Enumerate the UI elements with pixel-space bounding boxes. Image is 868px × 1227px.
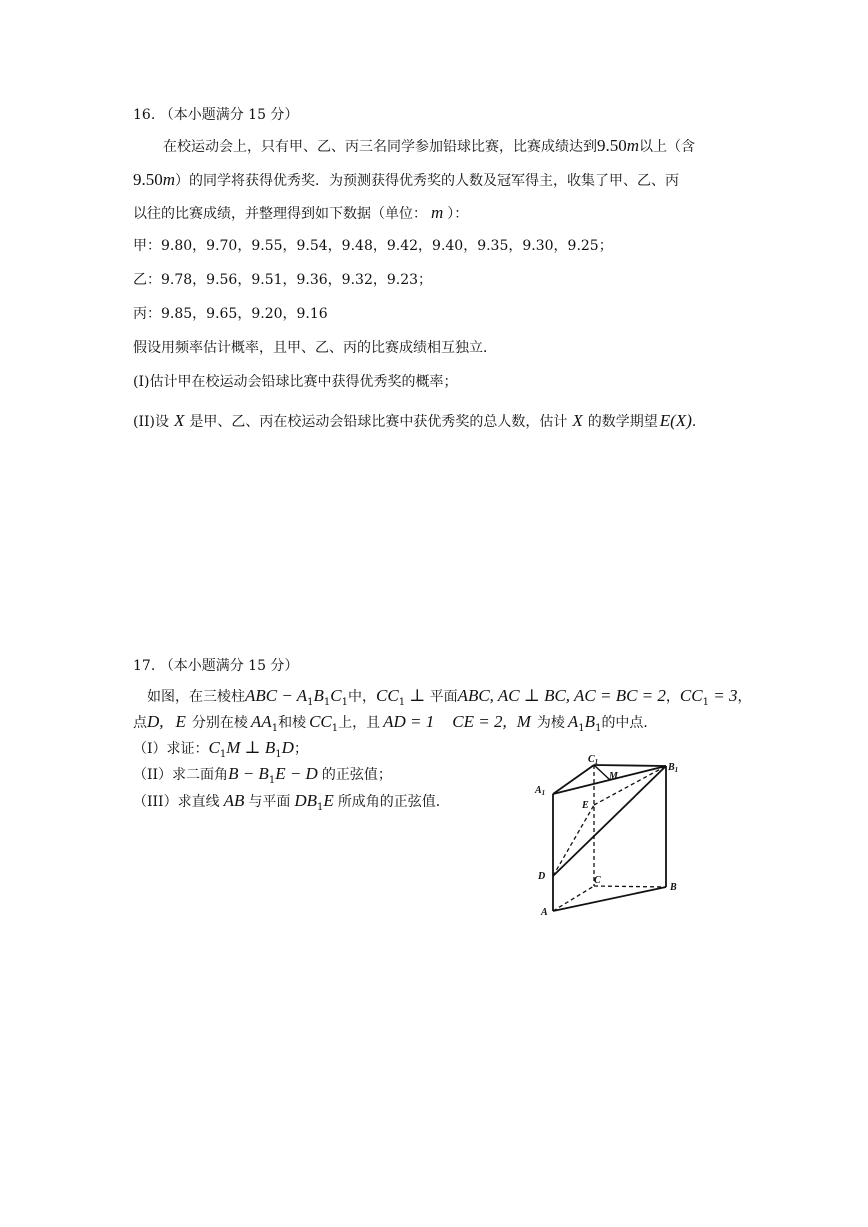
label-c1: $C_1$ [588,754,599,766]
prism-figure [532,752,692,924]
edge-c-b [594,886,666,887]
q16-part1: (I)估计甲在校运动会铅球比赛中获得优秀奖的概率； [133,374,458,390]
q16-intro-line3: 以往的比赛成绩，并整理得到如下数据（单位： m ）： [133,203,469,222]
label-m: M [609,771,618,782]
label-e: E [582,800,589,811]
segment-e-b1 [594,766,666,805]
label-a: A [541,907,548,918]
q16-data-yi: 乙：9.78，9.56，9.51，9.36，9.32，9.23； [133,272,433,288]
edge-c1-b1 [594,765,666,766]
q17-part2: （II）求二面角$B - B_1E - D$ 的正弦值； [133,764,392,786]
label-b1: $B_1$ [668,762,679,774]
q17-part1: （I）求证：$C_1M$ ⊥ $B_1D$； [133,738,308,760]
q16-part2: (II)设 X 是甲、乙、丙在校运动会铅球比赛中获优秀奖的总人数，估计 X 的数学期望 E(X)． [133,411,706,430]
segment-c1-m [594,765,610,780]
q16-assumption: 假设用频率估计概率，且甲、乙、丙的比赛成绩相互独立． [133,340,497,356]
q16-intro-line1: 在校运动会上，只有甲、乙、丙三名同学参加铅球比赛，比赛成绩达到9.50m以上（含 [163,136,696,155]
label-c: C [594,875,601,886]
q17-header: 17. （本小题满分 15 分） [133,658,299,674]
q17-intro-line1: 如图，在三棱柱ABC − $A_1B_1C_1$中，$CC_1$ ⊥ 平面ABC, AC ⊥ BC, AC = BC = 2，$CC_1 = 3$， [147,686,752,708]
label-b: B [670,882,677,893]
q16-data-jia: 甲：9.80，9.70，9.55，9.54，9.48，9.42，9.40，9.35，9.30，9.25； [133,238,613,254]
segment-d-e [553,805,594,876]
q16-header: 16. （本小题满分 15 分） [133,107,299,123]
q16-data-bing: 丙：9.85，9.65，9.20，9.16 [133,306,328,322]
q17-part3: （III）求直线 AB 与平面 $DB_1E$ 所成角的正弦值． [133,791,450,813]
q17-intro-line2: 点D, E 分别在棱 $AA_1$和棱 $CC_1$上，且 AD = 1 CE = 2, M 为棱 $A_1B_1$的中点． [133,712,658,734]
label-a1: $A_1$ [535,785,546,797]
label-d: D [538,871,546,882]
q16-intro-line2: 9.50m）的同学将获得优秀奖．为预测获得优秀奖的人数及冠军得主，收集了甲、乙、丙 [133,170,680,189]
edge-a-b [553,887,666,911]
